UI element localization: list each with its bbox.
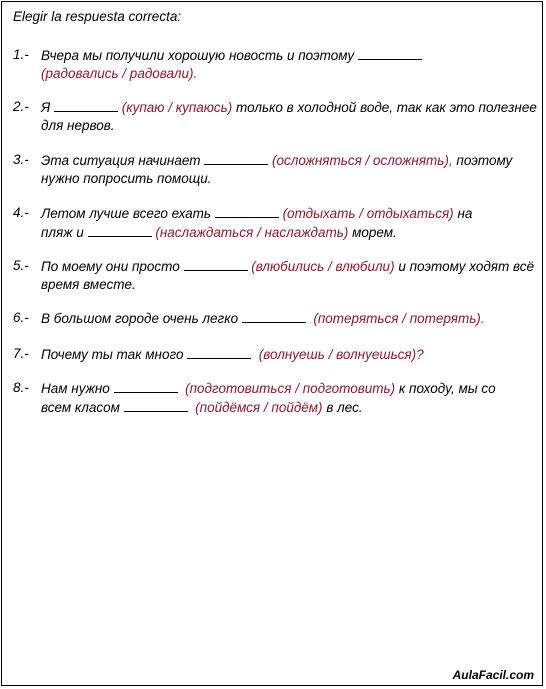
worksheet-title: Elegir la respuesta correcta:	[13, 9, 182, 24]
options: (радовались / радовали).	[41, 66, 198, 81]
exercise-8: 8.- Нам нужно (подготовиться / подготовить) к походу, мы со всем класом (пойдёмся / пойдём) в лес.	[13, 380, 496, 415]
exercise-6: 6.- В большом городе очень легко (потеряться / потерять).	[13, 310, 485, 326]
options: (потеряться / потерять).	[313, 311, 485, 326]
options: (подготовиться / подготовить)	[185, 381, 396, 396]
worksheet	[1, 1, 543, 686]
options: (влюбились / влюбили)	[251, 259, 395, 274]
answer-blank[interactable]	[124, 398, 188, 412]
answer-blank[interactable]	[54, 98, 118, 112]
exercise-7: 7.- Почему ты так много (волнуешь / волнуешься)?	[13, 346, 424, 362]
answer-blank[interactable]	[204, 151, 268, 165]
answer-blank[interactable]	[242, 309, 306, 323]
options: (волнуешь / волнуешься)?	[258, 347, 424, 362]
exercise-5: 5.- По моему они просто (влюбились / влюбили) и поэтому ходят всё время вместе.	[13, 258, 535, 292]
options: (наслаждаться / наслаждать)	[155, 225, 349, 240]
answer-blank[interactable]	[187, 345, 251, 359]
options: (купаю / купаюсь)	[121, 100, 233, 115]
answer-blank[interactable]	[358, 46, 422, 60]
options: (осложняться / осложнять),	[271, 153, 453, 168]
answer-blank[interactable]	[114, 379, 178, 393]
options: (пойдёмся / пойдём)	[195, 400, 323, 415]
exercise-1: 1.- Вчера мы получили хорошую новость и поэтому (радовались / радовали).	[13, 46, 537, 83]
answer-blank[interactable]	[88, 223, 152, 237]
answer-blank[interactable]	[184, 257, 248, 271]
exercise-3: 3.- Эта ситуация начинает (осложняться / осложнять), поэтому нужно попросить помощи.	[13, 152, 513, 186]
footer-logo: AulaFacil.com	[452, 668, 534, 682]
exercise-4: 4.- Летом лучше всего ехать (отдыхать / отдыхаться) на пляж и (наслаждаться / наслаждать) морем.	[13, 205, 473, 240]
exercise-2: 2.- Я (купаю / купаюсь) только в холодной воде, так как это полезнее для нервов.	[13, 99, 537, 133]
answer-blank[interactable]	[215, 204, 279, 218]
options: (отдыхать / отдыхаться)	[282, 206, 454, 221]
